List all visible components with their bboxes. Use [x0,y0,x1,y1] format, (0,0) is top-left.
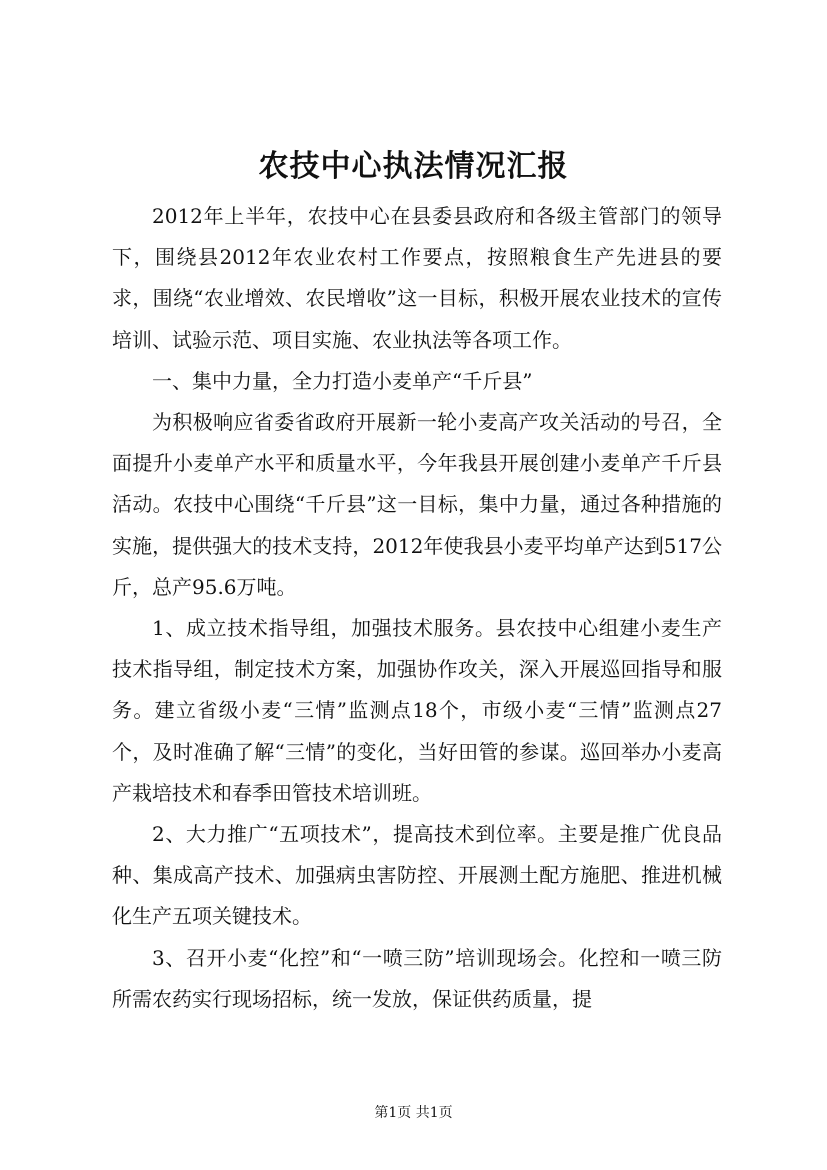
document-title: 农技中心执法情况汇报 [258,149,569,184]
document-body [112,196,722,1020]
section-heading-1: 一、集中力量，全力打造小麦单产“千斤县” [152,368,533,393]
page-footer [0,1104,827,1122]
paragraph-item-2: 2、大力推广“五项技术”，提高技术到位率。主要是推广优良品种、集成高产技术、加强病虫害防控、开展测土配方施肥、推进机械化生产五项关键技术。 [112,822,722,929]
paragraph-intro: 2012年上半年，农技中心在县委县政府和各级主管部门的领导下，围绕县2012年农业农村工作要点，按照粮食生产先进县的要求，围绕“农业增效、农民增收”这一目标，积极开展农业技术的宣传培训、试验示范、项目实施、农业执法等各项工作。 [112,204,722,352]
paragraph-item-1: 1、成立技术指导组，加强技术服务。县农技中心组建小麦生产技术指导组，制定技术方案，加强协作攻关，深入开展巡回指导和服务。建立省级小麦“三情”监测点18个，市级小麦“三情”监测点27个，及时准确了解“三情”的变化，当好田管的参谋。巡回举办小麦高产栽培技术和春季田管技术培训班。 [112,616,722,805]
paragraph-section-1: 为积极响应省委省政府开展新一轮小麦高产攻关活动的号召，全面提升小麦单产水平和质量水平，今年我县开展创建小麦单产千斤县活动。农技中心围绕“千斤县”这一目标，集中力量，通过各种措施的实施，提供强大的技术支持，2012年使我县小麦平均单产达到517公斤，总产95.6万吨。 [112,410,722,599]
paragraph-item-3: 3、召开小麦“化控”和“一喷三防”培训现场会。化控和一喷三防所需农药实行现场招标，统一发放，保证供药质量，提 [112,945,722,1011]
page-number: 第1页 共1页 [374,1105,453,1121]
